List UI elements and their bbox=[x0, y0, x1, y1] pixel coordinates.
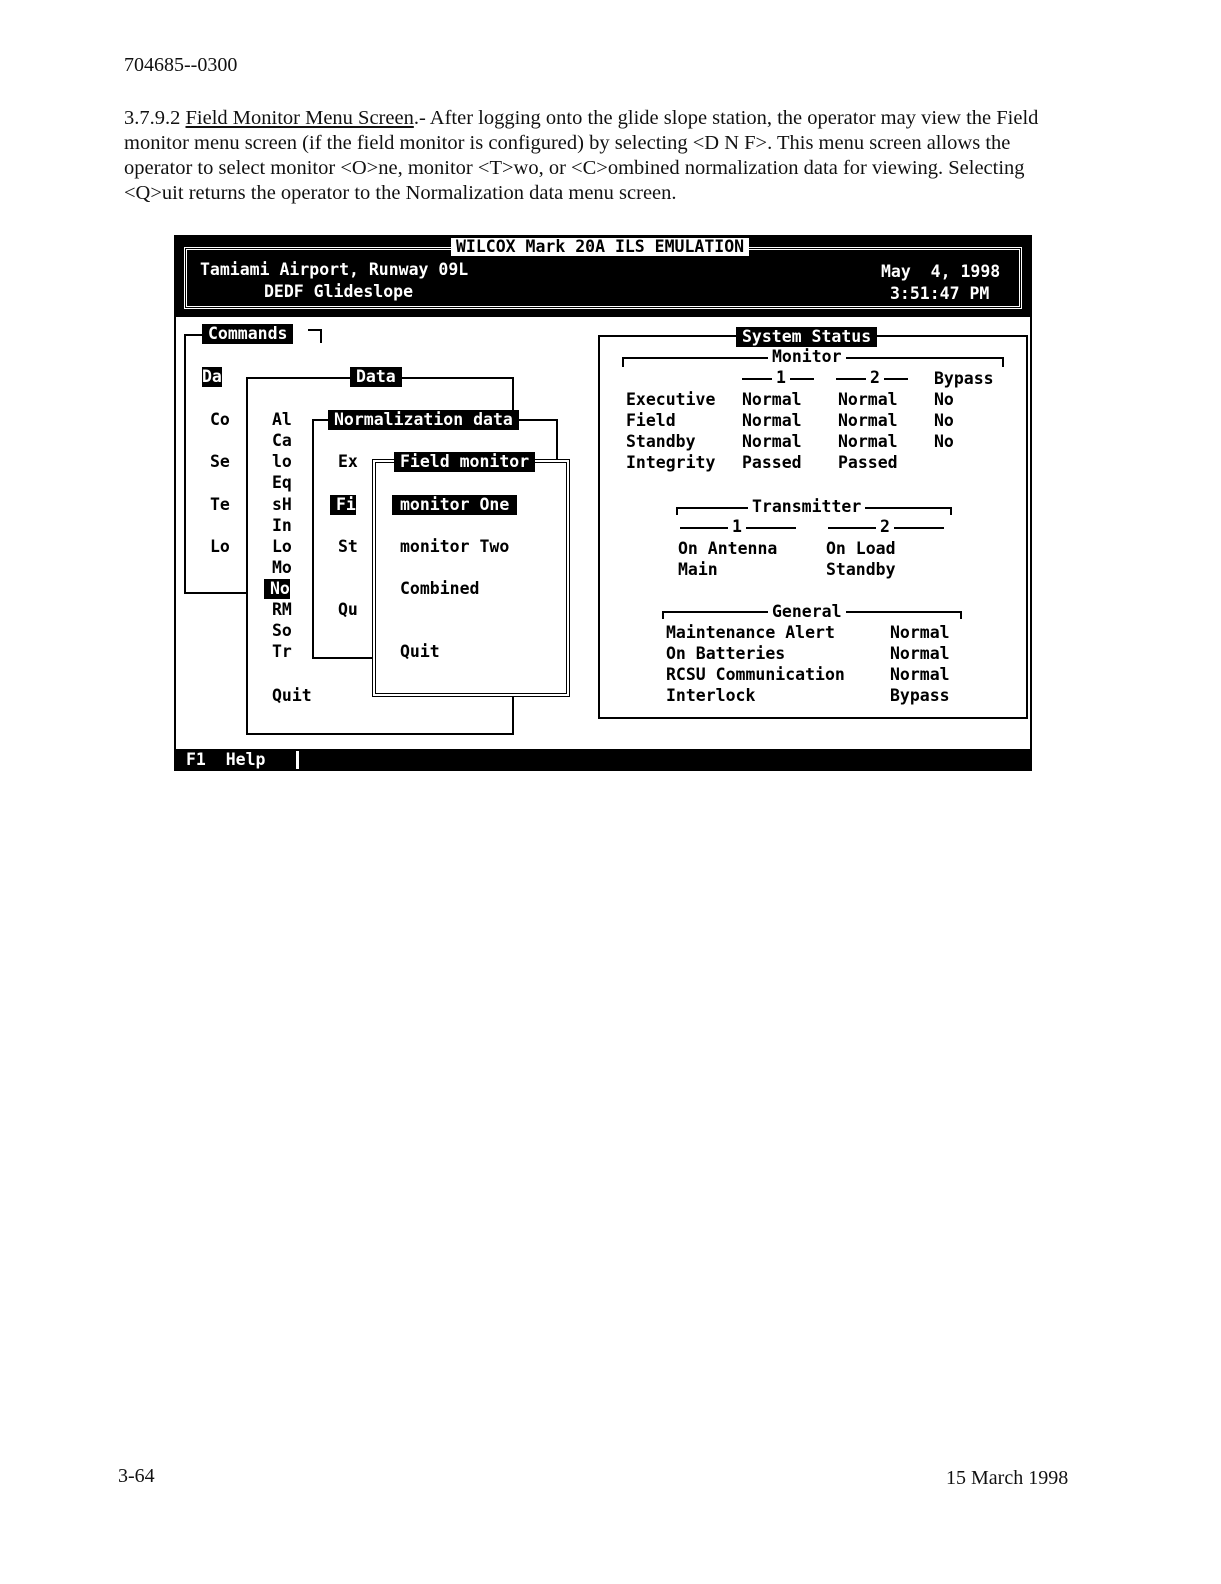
general-row-value: Normal bbox=[890, 623, 950, 642]
monitor-group-title: Monitor bbox=[768, 347, 846, 367]
transmitter1-mode: Main bbox=[678, 560, 718, 579]
status-bar bbox=[176, 749, 1030, 771]
monitor-row-m1: Normal bbox=[742, 411, 802, 430]
commands-corner bbox=[308, 329, 322, 343]
normalization-item-st[interactable]: St bbox=[338, 537, 358, 556]
data-item-normalization[interactable]: No bbox=[264, 579, 290, 599]
monitor-row-label: Standby bbox=[626, 432, 696, 451]
command-item-lo[interactable]: Lo bbox=[210, 537, 230, 556]
transmitter2-mode: Standby bbox=[826, 560, 896, 579]
terminal-screen bbox=[174, 235, 1032, 771]
monitor-row-bypass: No bbox=[934, 411, 954, 430]
monitor-row-m2: Normal bbox=[838, 390, 898, 409]
data-menu-title: Data bbox=[350, 367, 402, 387]
transmitter2-state: On Load bbox=[826, 539, 896, 558]
section-heading: Field Monitor Menu Screen bbox=[185, 107, 414, 129]
field-monitor-option-one[interactable]: monitor One bbox=[392, 495, 517, 515]
data-item-rm[interactable]: RM bbox=[272, 600, 292, 619]
data-item-in[interactable]: In bbox=[272, 516, 292, 535]
monitor-col1-label: 1 bbox=[772, 368, 790, 388]
transmitter1-state: On Antenna bbox=[678, 539, 778, 558]
monitor-row-m2: Normal bbox=[838, 411, 898, 430]
normalization-title: Normalization data bbox=[328, 410, 519, 430]
normalization-item-field[interactable]: Fi bbox=[330, 495, 356, 515]
window-title: WILCOX Mark 20A ILS EMULATION bbox=[451, 238, 749, 256]
monitor-row-m1: Normal bbox=[742, 390, 802, 409]
general-row-value: Normal bbox=[890, 665, 950, 684]
data-item-lo2[interactable]: Lo bbox=[272, 537, 292, 556]
data-item-al[interactable]: Al bbox=[272, 410, 292, 429]
monitor-row-label: Field bbox=[626, 411, 676, 430]
date-label: May 4, 1998 bbox=[881, 262, 1001, 281]
data-item-sh[interactable]: sH bbox=[272, 495, 292, 514]
section-body: After logging onto the glide slope station, the operator may view the Field monitor menu screen (if the field monitor is configured) by selecting <D N F>. This menu screen allows the operator to select monitor <O>ne, monitor <T>wo, or <C>ombined normalization data for viewing. Selecting <Q>uit returns the operator to the Normalization data menu screen. bbox=[124, 107, 1039, 204]
page-number: 3-64 bbox=[118, 1465, 155, 1487]
monitor-row-m1: Normal bbox=[742, 432, 802, 451]
monitor-row-bypass: No bbox=[934, 390, 954, 409]
monitor-bypass-label: Bypass bbox=[934, 369, 994, 388]
data-quit[interactable]: Quit bbox=[272, 686, 312, 705]
station-label: DEDF Glideslope bbox=[264, 282, 414, 301]
monitor-row-bypass: No bbox=[934, 432, 954, 451]
field-monitor-option-quit[interactable]: Quit bbox=[400, 642, 440, 661]
general-row-value: Normal bbox=[890, 644, 950, 663]
system-status-title: System Status bbox=[736, 327, 877, 347]
data-item-mo[interactable]: Mo bbox=[272, 558, 292, 577]
monitor-row-label: Integrity bbox=[626, 453, 716, 472]
help-key[interactable] bbox=[186, 749, 266, 771]
location-label: Tamiami Airport, Runway 09L bbox=[200, 260, 469, 279]
data-item-ca[interactable]: Ca bbox=[272, 431, 292, 450]
data-item-tr[interactable]: Tr bbox=[272, 642, 292, 661]
transmitter-group-title: Transmitter bbox=[748, 497, 865, 517]
field-monitor-option-combined[interactable]: Combined bbox=[400, 579, 480, 598]
general-row-label: On Batteries bbox=[666, 644, 786, 663]
section-paragraph bbox=[124, 106, 1074, 206]
general-group-title: General bbox=[768, 602, 846, 622]
general-row-label: Maintenance Alert bbox=[666, 623, 835, 642]
command-item-te[interactable]: Te bbox=[210, 495, 230, 514]
field-monitor-title: Field monitor bbox=[394, 452, 535, 472]
general-row-label: Interlock bbox=[666, 686, 756, 705]
commands-title: Commands bbox=[202, 324, 293, 344]
status-separator bbox=[296, 751, 299, 769]
monitor-row-m2: Passed bbox=[838, 453, 898, 472]
general-row-label: RCSU Communication bbox=[666, 665, 845, 684]
monitor-row-m1: Passed bbox=[742, 453, 802, 472]
command-item-data[interactable]: Da bbox=[202, 367, 222, 386]
general-row-value: Bypass bbox=[890, 686, 950, 705]
document-number: 704685--0300 bbox=[124, 54, 238, 76]
data-item-lo[interactable]: lo bbox=[272, 452, 292, 471]
help-label: Help bbox=[225, 750, 266, 769]
monitor-row-label: Executive bbox=[626, 390, 716, 409]
heading-suffix: .- bbox=[413, 107, 430, 129]
data-item-eq[interactable]: Eq bbox=[272, 473, 292, 492]
monitor-col2-label: 2 bbox=[866, 368, 884, 388]
time-label: 3:51:47 PM bbox=[890, 284, 990, 303]
section-number: 3.7.9.2 bbox=[124, 107, 181, 129]
data-item-so[interactable]: So bbox=[272, 621, 292, 640]
normalization-item-ex[interactable]: Ex bbox=[338, 452, 358, 471]
document-date: 15 March 1998 bbox=[946, 1467, 1069, 1489]
transmitter-col2-label: 2 bbox=[876, 517, 894, 537]
command-item-se[interactable]: Se bbox=[210, 452, 230, 471]
field-monitor-option-two[interactable]: monitor Two bbox=[400, 537, 510, 556]
normalization-item-qu[interactable]: Qu bbox=[338, 600, 358, 619]
monitor-row-m2: Normal bbox=[838, 432, 898, 451]
transmitter-col1-label: 1 bbox=[728, 517, 746, 537]
title-bar bbox=[176, 237, 1030, 317]
command-item-co[interactable]: Co bbox=[210, 410, 230, 429]
help-key-label: F1 bbox=[186, 750, 206, 769]
